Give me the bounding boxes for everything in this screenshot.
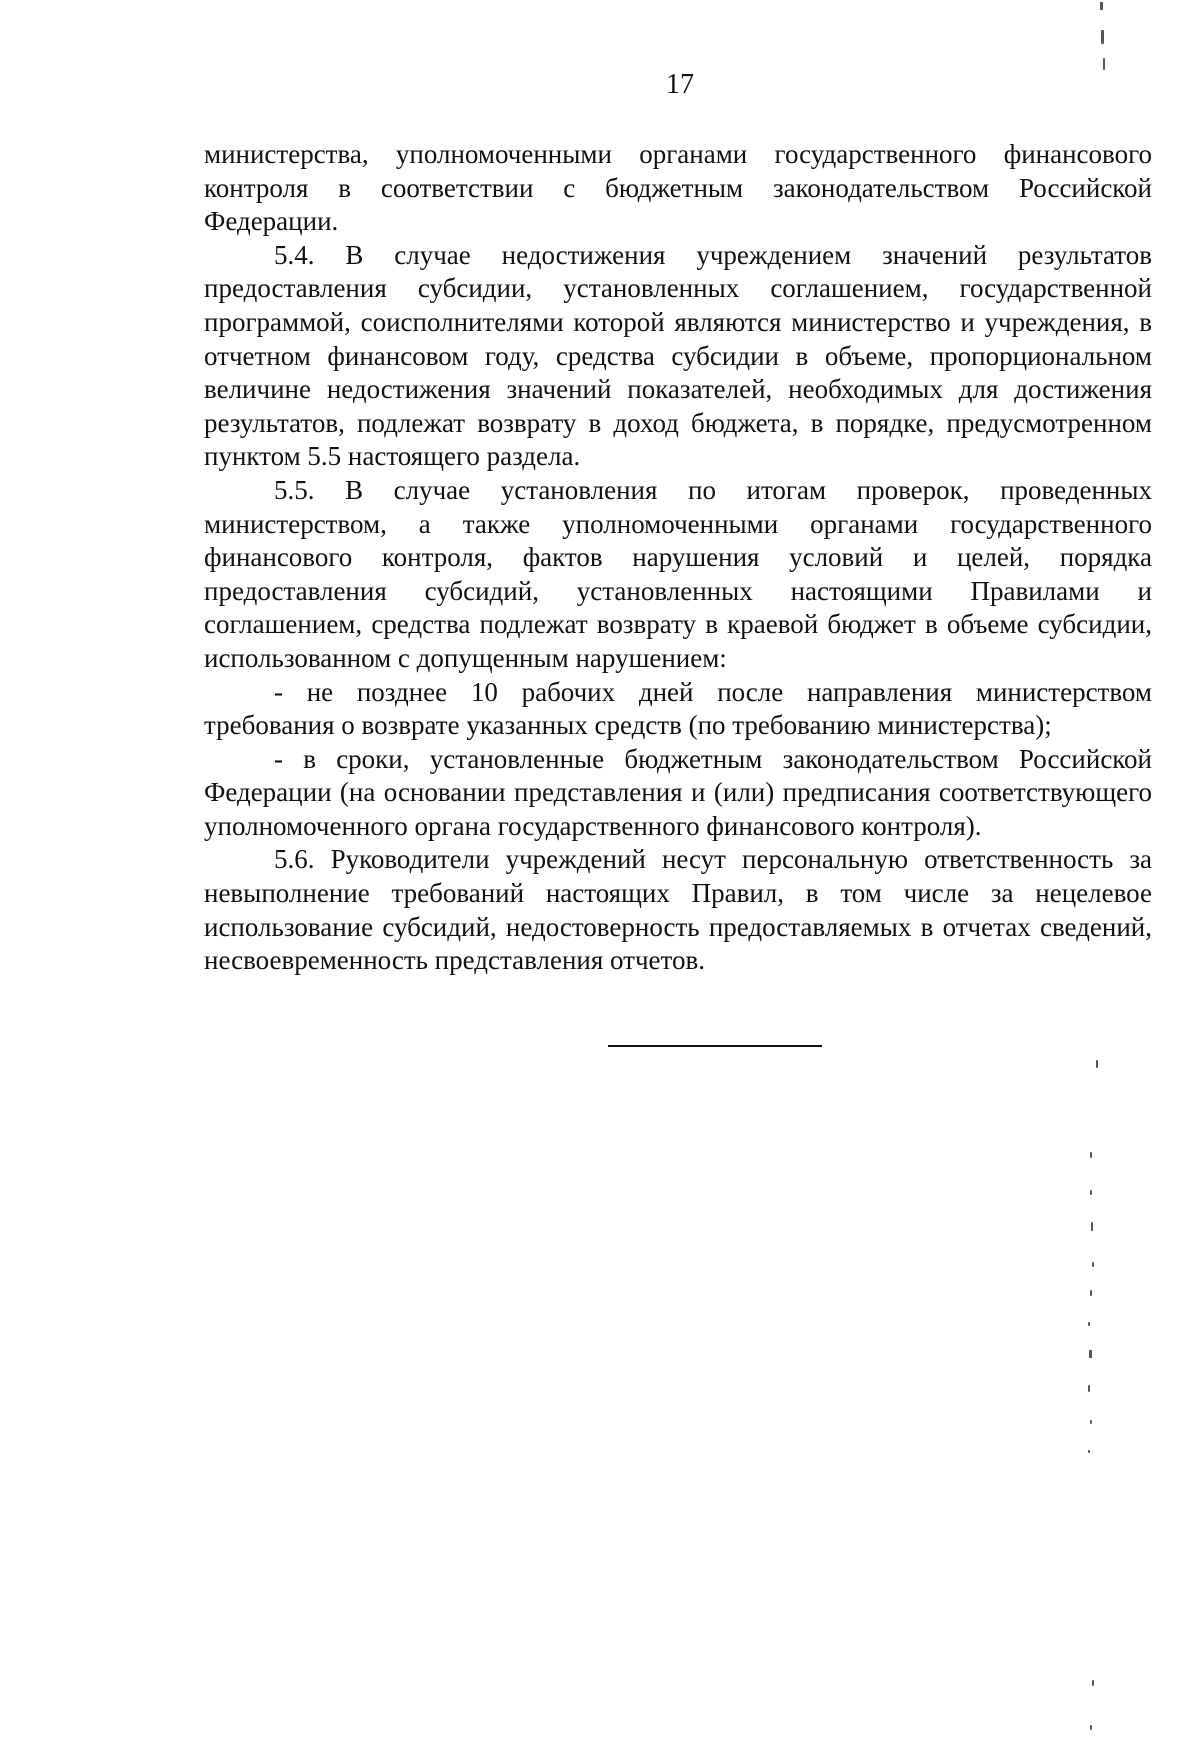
paragraph-5-5: 5.5. В случае установления по итогам проверок, проведенных министерством, а также уполномоченными органами государственного финансового контроля, фактов нарушения условий и целей, порядка предоставления субсидий, установленных настоящими Правилами и соглашением, средства подлежат возврату в краевой бюджет в объеме субсидии, использованном с допущенным нарушением:: [204, 474, 1152, 673]
paragraph-5-6: 5.6. Руководители учреждений несут персональную ответственность за невыполнение требований настоящих Правил, в том числе за нецелевое использование субсидий, недостоверность предоставляемых в отчетах сведений, несвоевременность представления отчетов.: [204, 844, 1152, 976]
page-number: 17: [666, 69, 694, 100]
end-separator-line: [608, 1045, 822, 1047]
paragraph-5-4: 5.4. В случае недостижения учреждением значений результатов предоставления субсидии, установленных соглашением, государственной программой, соисполнителями которой являются министерство и учреждения, в отчетном финансовом году, средства субсидии в объеме, пропорциональном величине недостижения значений показателей, необходимых для достижения результатов, подлежат возврату в доход бюджета, в порядке, предусмотренном пунктом 5.5 настоящего раздела.: [204, 239, 1152, 472]
paragraph-5-5-item-b: - в сроки, установленные бюджетным законодательством Российской Федерации (на основании представления и (или) предписания соответствующего уполномоченного органа государственного финансового контроля).: [204, 743, 1152, 841]
paragraph-continuation: министерства, уполномоченными органами государственного финансового контроля в соответствии с бюджетным законодательством Российской Федерации.: [204, 139, 1152, 237]
document-body: [204, 138, 1152, 978]
paragraph-5-5-item-a: - не позднее 10 рабочих дней после направления министерством требования о возврате указанных средств (по требованию министерства);: [204, 676, 1152, 741]
